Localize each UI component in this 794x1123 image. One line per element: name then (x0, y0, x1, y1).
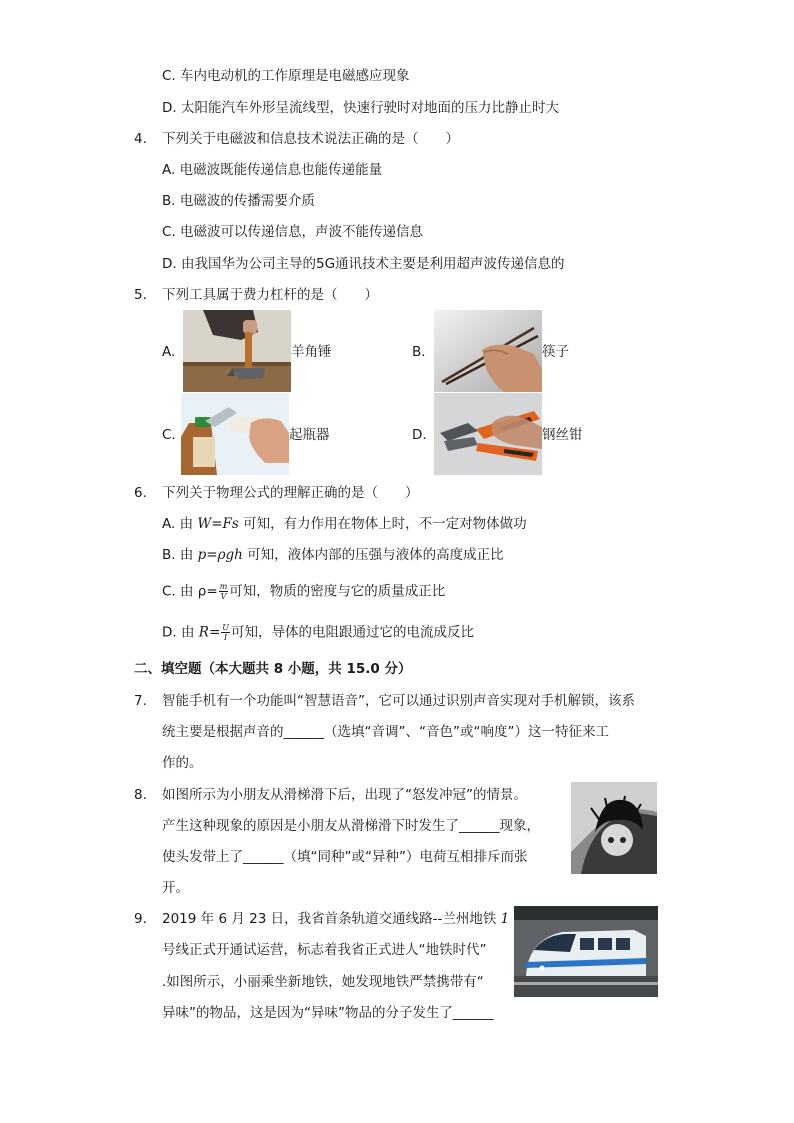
q6-stem: 下列关于物理公式的理解正确的是（ ） (162, 485, 419, 501)
q4-option-c: C. 电磁波可以传递信息，声波不能传递信息 (162, 224, 424, 240)
q9-line-3: .如图所示，小丽乘坐新地铁，她发现地铁严禁携带有“ (162, 974, 484, 990)
q5-number: 5. (134, 287, 147, 303)
q6-d-variable: R= (198, 624, 221, 641)
q6-number: 6. (134, 485, 147, 501)
q6-d-text: 可知，导体的电阻跟通过它的电流成反比 (231, 624, 475, 641)
q9-line-1 (162, 910, 509, 928)
q9-line-2: 号线正式开通试运营，标志着我省正式进人“地铁时代” (162, 942, 487, 958)
q8-number: 8. (134, 787, 147, 803)
section-2-title-suffix: 分） (379, 661, 412, 677)
q6-a-prefix: A. 由 (162, 516, 198, 532)
q5-option-c-letter: C. (162, 427, 176, 443)
q8-line-1: 如图所示为小朋友从滑梯滑下后，出现了“怒发冲冠”的情景。 (162, 787, 527, 803)
section-2-score: 15.0 (346, 661, 380, 677)
q6-b-formula: p=ρgh (197, 547, 243, 563)
q3-option-c: C. 车内电动机的工作原理是电磁感应现象 (162, 68, 410, 84)
q5-option-a-letter: A. (162, 344, 176, 360)
q9-number: 9. (134, 911, 147, 927)
q4-option-a: A. 电磁波既能传递信息也能传递能量 (162, 162, 383, 178)
q6-option-a (162, 515, 527, 533)
q8-line-3: 使头发带上了______（填“同种”或“异种”）电荷互相排斥而张 (162, 849, 528, 865)
q6-b-prefix: B. 由 (162, 547, 198, 563)
q6-c-denominator: V (220, 592, 227, 601)
q5-option-b-letter: B. (412, 344, 426, 360)
q5-stem: 下列工具属于费力杠杆的是（ ） (162, 287, 378, 303)
q4-stem: 下列关于电磁波和信息技术说法正确的是（ ） (162, 131, 459, 147)
q4-option-d: D. 由我国华为公司主导的5G通讯技术主要是利用超声波传递信息的 (162, 256, 565, 272)
q4-option-b: B. 电磁波的传播需要介质 (162, 193, 315, 209)
subway-train-image (514, 906, 658, 997)
q5-option-a-label: 羊角锤 (291, 344, 332, 360)
q6-d-numerator: U (222, 623, 230, 632)
q6-c-prefix: C. 由 ρ= (162, 583, 218, 600)
q6-c-fraction (219, 582, 229, 601)
q6-option-b (162, 546, 504, 564)
q5-option-b-label: 筷子 (542, 344, 569, 360)
q7-line-1: 智能手机有一个功能叫“智慧语音”，它可以通过识别声音实现对手机解锁，该系 (162, 693, 635, 709)
q5-option-d-letter: D. (412, 427, 427, 443)
hammer-image (183, 310, 291, 392)
q3-option-d: D. 太阳能汽车外形呈流线型，快速行驶时对地面的压力比静止时大 (162, 100, 559, 116)
q6-d-fraction (221, 623, 230, 642)
pliers-image (434, 393, 542, 475)
q6-a-formula: W=Fs (197, 516, 239, 532)
q4-number: 4. (134, 131, 147, 147)
q5-option-c-label: 起瓶器 (289, 427, 330, 443)
q6-b-text: 可知，液体内部的压强与液体的高度成正比 (242, 547, 504, 563)
section-2-heading (134, 660, 412, 678)
q9-line-1-text: 2019 年 6 月 23 日，我省首条轨道交通线路--兰州地铁 (162, 911, 501, 927)
chopsticks-image (434, 310, 542, 392)
q9-line-4: 异味”的物品，这是因为“异味”物品的分子发生了______ (162, 1005, 494, 1021)
q6-option-c (162, 582, 445, 601)
q5-option-d-label: 钢丝钳 (542, 427, 583, 443)
q6-a-text: 可知，有力作用在物体上时，不一定对物体做功 (238, 516, 527, 532)
q7-line-2: 统主要是根据声音的______（选填“音调”、“音色”或“响度”）这一特征来工 (162, 724, 609, 740)
section-2-title-prefix: 二、填空题（本大题共 (134, 661, 274, 677)
q7-line-3: 作的。 (162, 755, 203, 771)
q6-d-denominator: I (224, 633, 228, 642)
q6-option-d (162, 623, 474, 642)
bottle-opener-image (181, 393, 289, 475)
section-2-count: 8 (273, 661, 284, 677)
q8-line-2: 产生这种现象的原因是小朋友从滑梯滑下时发生了______现象， (162, 818, 540, 834)
q8-line-4: 开。 (162, 880, 189, 896)
q9-line-number: 1 (500, 911, 510, 927)
section-2-title-mid: 小题，共 (283, 661, 347, 677)
q6-d-prefix: D. 由 (162, 624, 199, 641)
slide-hair-image (571, 782, 657, 874)
q7-number: 7. (134, 693, 147, 709)
q6-c-text: 可知，物质的密度与它的质量成正比 (229, 583, 446, 600)
q6-c-numerator: m (219, 582, 228, 591)
